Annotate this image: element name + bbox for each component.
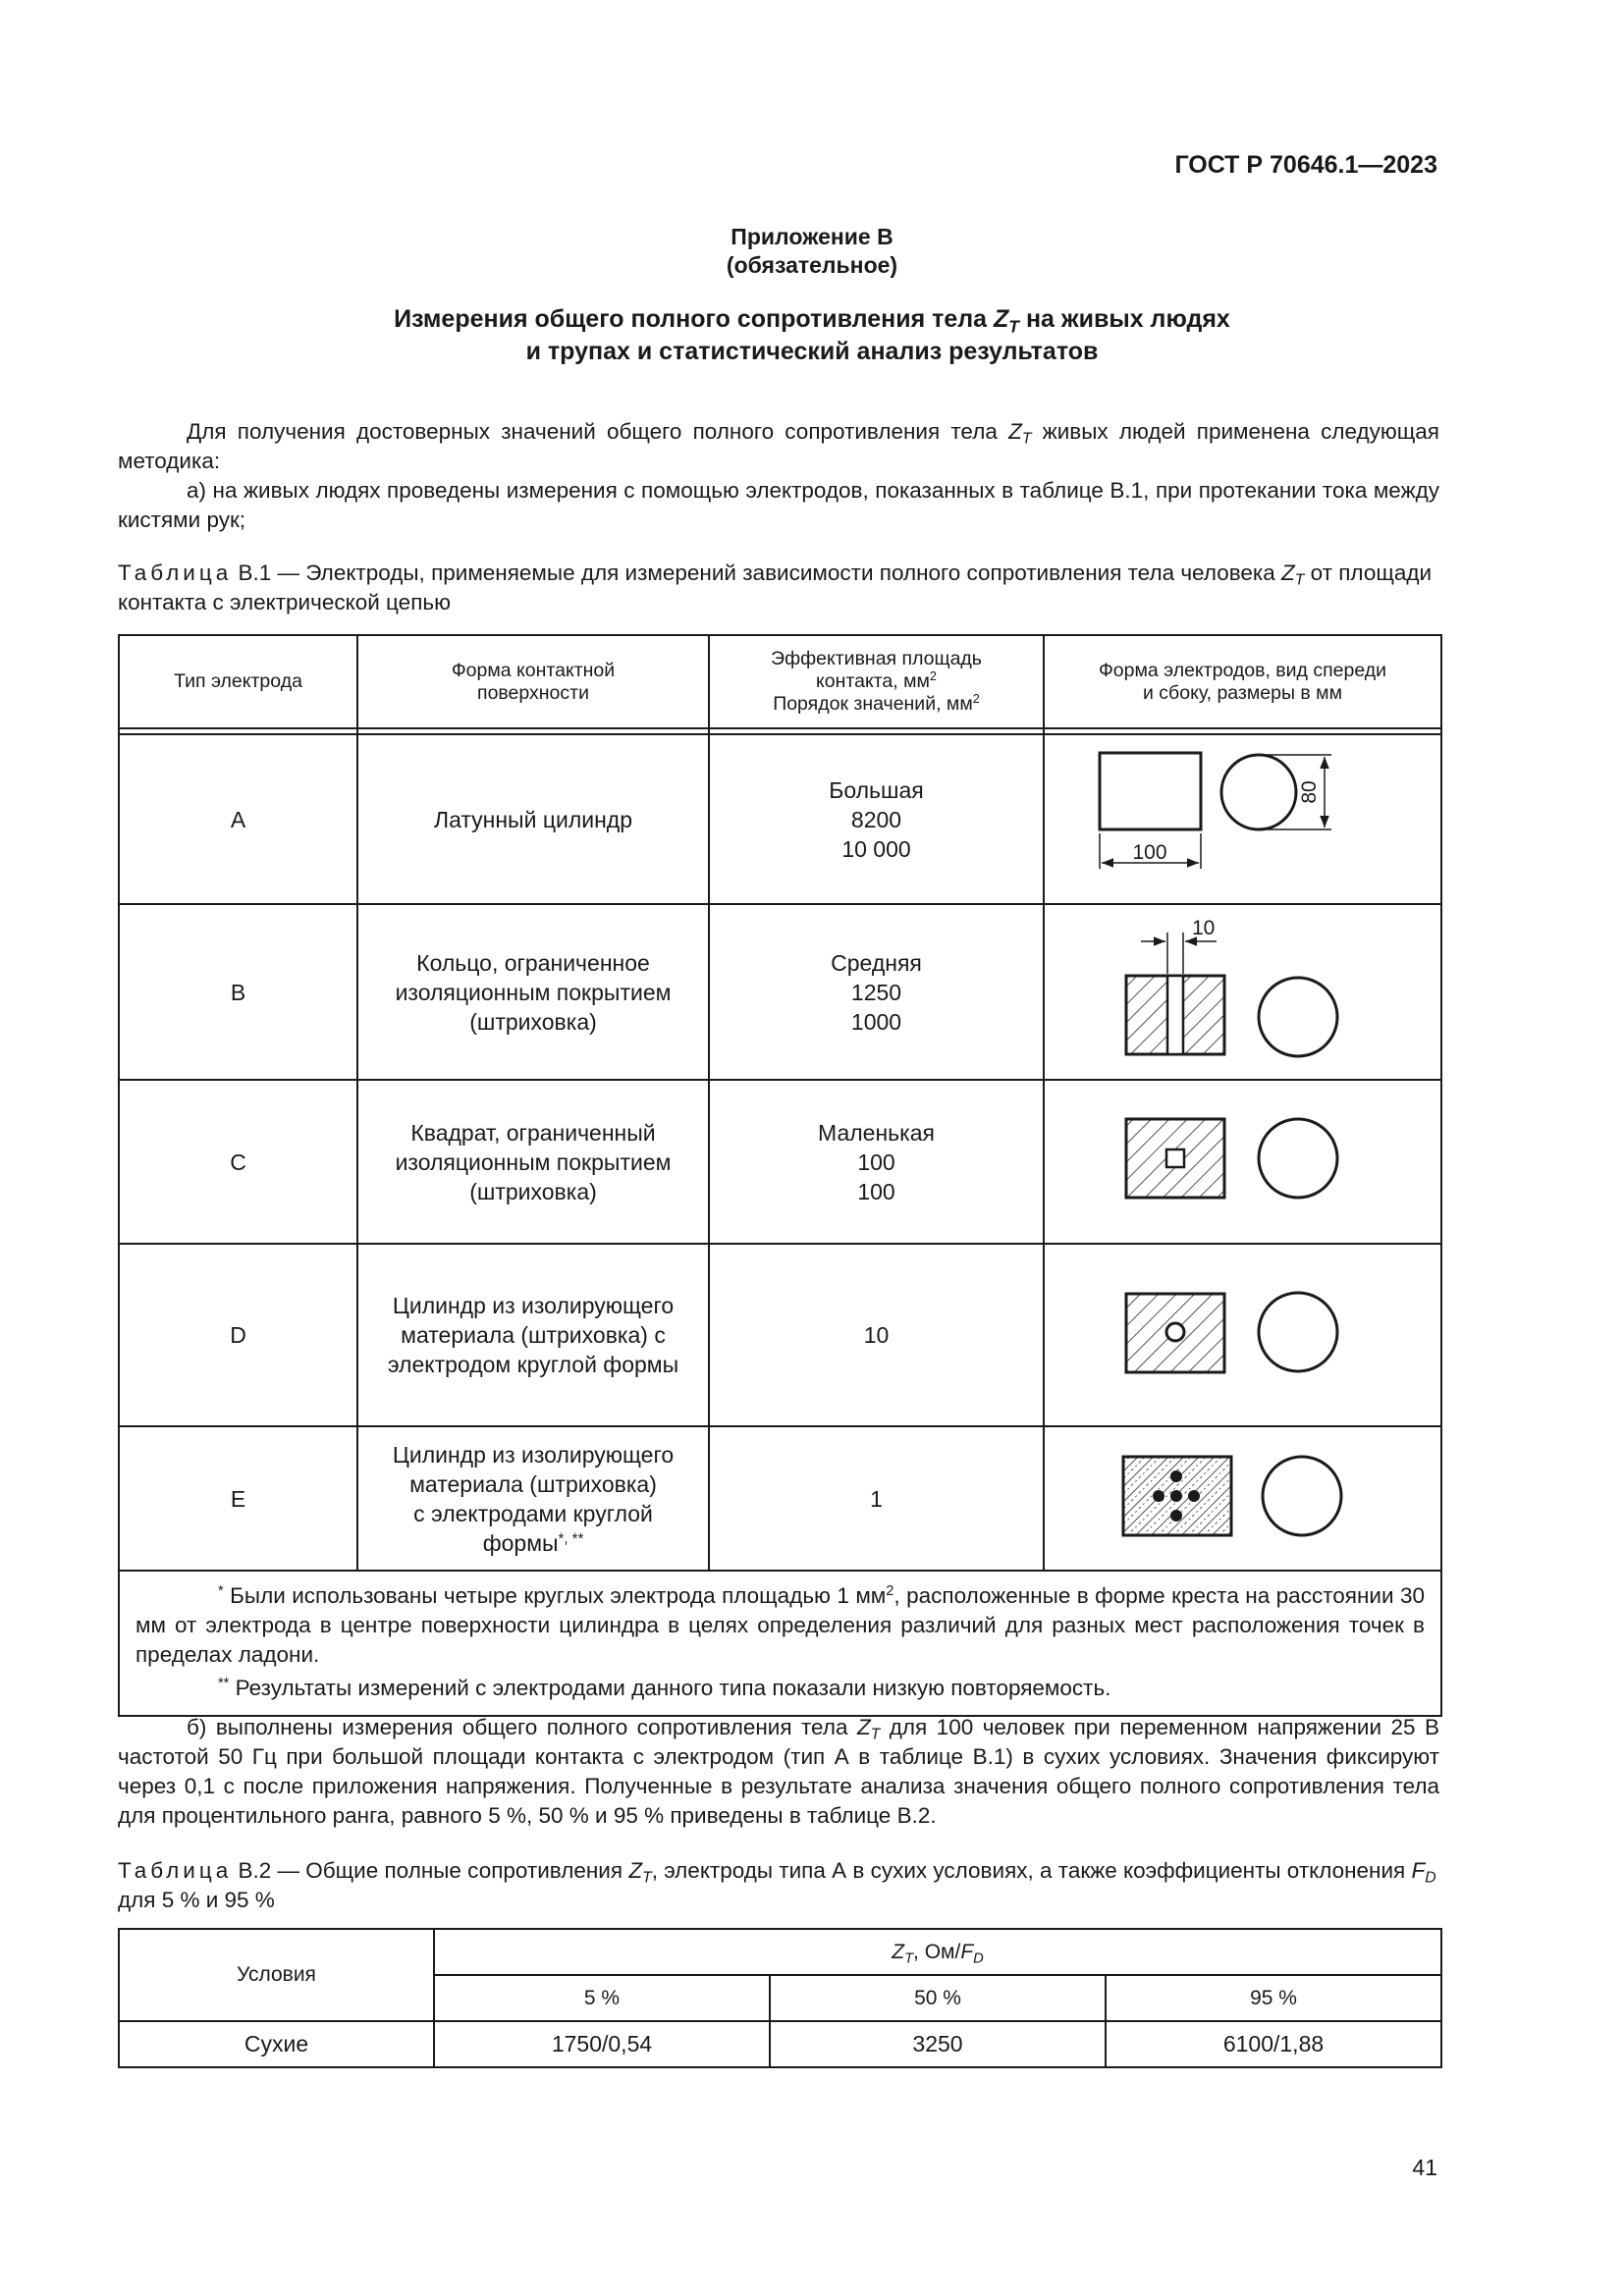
contact-area: 1 xyxy=(709,1426,1044,1571)
header-impedance: $Z_T$, $Ом/F_D$ xyxy=(434,1929,1441,1975)
header-contact-shape: Форма контактной поверхности xyxy=(357,635,709,728)
contact-shape: Цилиндр из изолирующего материала (штриховка) с электродами круглой формы*, ** xyxy=(357,1426,709,1571)
table-header-row xyxy=(119,635,1441,728)
contact-area: 10 xyxy=(709,1244,1044,1426)
electrode-figure-a xyxy=(1044,734,1441,904)
table-notes xyxy=(119,1571,1441,1716)
contact-shape: Латунный цилиндр xyxy=(357,734,709,904)
contact-shape: Кольцо, ограниченное изоляционным покрытием (штриховка) xyxy=(357,904,709,1080)
table-row xyxy=(119,1426,1441,1571)
header-electrode-figure: Форма электродов, вид спереди и сбоку, размеры в мм xyxy=(1044,635,1441,728)
table-row xyxy=(119,1244,1441,1426)
note-2: ** Результаты измерений с электродами данного типа показали низкую повторяемость. xyxy=(218,1675,1111,1700)
electrode-e-drawing xyxy=(1045,1427,1442,1563)
header-contact-area: Эффективная площадь контакта, $мм^2$ Порядок значений, $мм^2$ xyxy=(709,635,1044,728)
electrode-type: E xyxy=(119,1426,357,1571)
header-conditions: Условия xyxy=(119,1929,434,2021)
intro-item-a: а) на живых людях проведены измерения с помощью электродов, показанных в таблице В.1, при протекании тока между кистями рук; xyxy=(118,478,1439,532)
table-row xyxy=(119,734,1441,904)
table-row xyxy=(119,1080,1441,1244)
cell-p50: 3250 xyxy=(770,2021,1106,2067)
electrode-type: A xyxy=(119,734,357,904)
electrode-type: D xyxy=(119,1244,357,1426)
note-1: * Были использованы четыре круглых электрода площадью 1 $мм^2$, расположенные в форме креста на расстоянии 30 мм от электрода в центре поверхности цилиндра в целях определения различий для разных мест расположения точек в пределах ладони. xyxy=(135,1582,1425,1667)
intro-paragraph: Для получения достоверных значений общего полного сопротивления тела $Z_T$ живых людей применена следующая методика: а) на живых людях проведены измерения с помощью электродов, показанных в таблице В.1, при протекании тока между кистями рук; xyxy=(118,417,1439,535)
table-header-row xyxy=(119,1929,1441,1975)
contact-area: Маленькая 100 100 xyxy=(709,1080,1044,1244)
electrode-figure-b xyxy=(1044,904,1441,1080)
contact-shape: Цилиндр из изолирующего материала (штриховка) с электродом круглой формы xyxy=(357,1244,709,1426)
cell-p5: 1750/0,54 xyxy=(434,2021,770,2067)
electrode-c-drawing xyxy=(1045,1081,1442,1236)
contact-shape: Квадрат, ограниченный изоляционным покрытием (штриховка) xyxy=(357,1080,709,1244)
electrode-a-drawing xyxy=(1045,735,1442,896)
table2-caption: Таблица В.2 — Общие полные сопротивления $Z_T$, электроды типа А в сухих условиях, а также коэффициенты отклонения $F_D$ для 5 % и 95 % xyxy=(118,1858,1436,1912)
electrode-b-drawing xyxy=(1045,905,1442,1072)
page-number: 41 xyxy=(1412,2155,1437,2180)
cell-p95: 6100/1,88 xyxy=(1106,2021,1441,2067)
table-row xyxy=(119,2021,1441,2067)
svg-text:10: 10 xyxy=(1192,917,1216,939)
appendix-title: Приложение В xyxy=(731,224,893,249)
appendix-title-block xyxy=(0,223,1624,368)
appendix-status: (обязательное) xyxy=(726,252,898,278)
paragraph-b: б) выполнены измерения общего полного сопротивления тела $Z_T$ для 100 человек при переменном напряжении 25 В частотой 50 Гц при большой площади контакта с электродом (тип А в таблице В.1) в сухих условиях. Значения фиксируют через 0,1 с после приложения напряжения. Полученные в результате анализа значения общего полного сопротивления тела для процентильного ранга, равного 5 %, 50 % и 95 % приведены в таблице В.2. xyxy=(118,1715,1440,1828)
header-p95: 95 % xyxy=(1106,1975,1441,2021)
header-electrode-type: Тип электрода xyxy=(119,635,357,728)
electrode-figure-e xyxy=(1044,1426,1441,1571)
header-p5: 5 % xyxy=(434,1975,770,2021)
electrode-type: B xyxy=(119,904,357,1080)
table1-caption: Таблица В.1 — Электроды, применяемые для измерений зависимости полного сопротивления тела человека $Z_T$ от площади контакта с электрической цепью xyxy=(118,561,1433,614)
svg-text:80: 80 xyxy=(1298,780,1321,804)
impedance-table xyxy=(118,1928,1442,2068)
contact-area: Большая 8200 10 000 xyxy=(709,734,1044,904)
row-label: Сухие xyxy=(119,2021,434,2067)
electrodes-table xyxy=(118,634,1442,1717)
header-p50: 50 % xyxy=(770,1975,1106,2021)
table-notes-row xyxy=(119,1571,1441,1716)
contact-area: Средняя 1250 1000 xyxy=(709,904,1044,1080)
electrode-figure-d xyxy=(1044,1244,1441,1426)
table-row xyxy=(119,904,1441,1080)
svg-text:100: 100 xyxy=(1132,841,1167,864)
document-id: ГОСТ Р 70646.1—2023 xyxy=(1174,151,1437,179)
electrode-d-drawing xyxy=(1045,1245,1442,1418)
electrode-type: C xyxy=(119,1080,357,1244)
electrode-figure-c xyxy=(1044,1080,1441,1244)
appendix-heading: Измерения общего полного сопротивления тела $Z_T$ на живых людях и трупах и статистический анализ результатов xyxy=(394,305,1230,365)
